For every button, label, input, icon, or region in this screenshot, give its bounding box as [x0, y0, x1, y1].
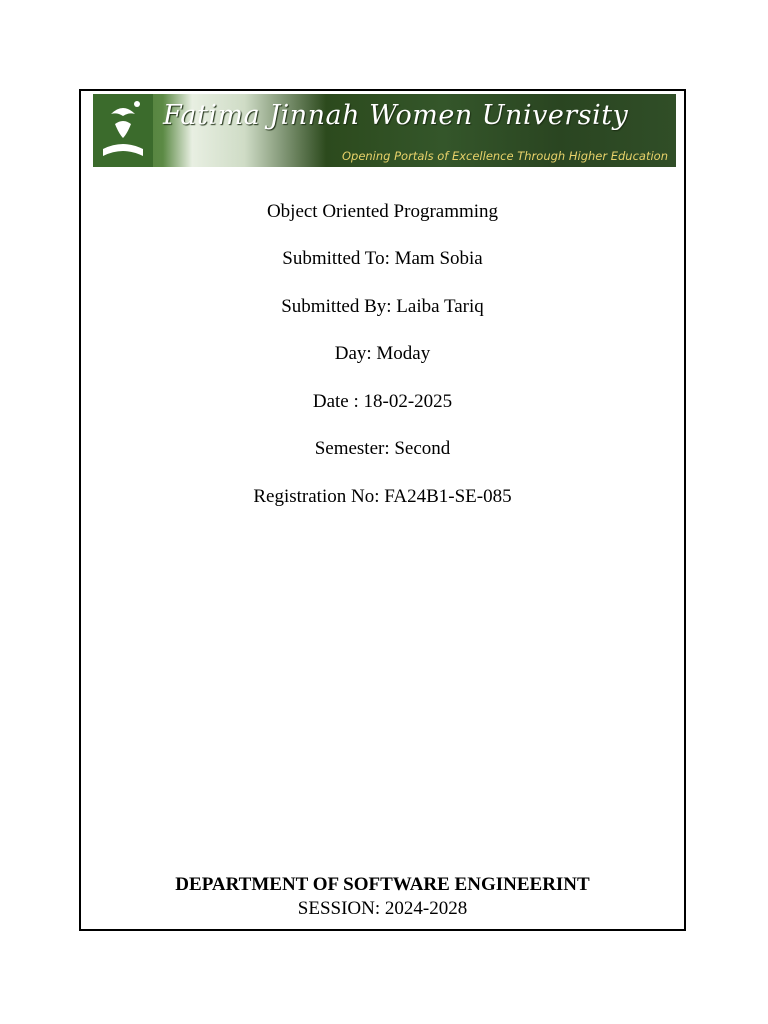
submitted-by: Submitted By: Laiba Tariq — [281, 296, 484, 317]
day-line: Day: Moday — [334, 343, 431, 364]
submitted-to: Submitted To: Mam Sobia — [282, 248, 483, 269]
department-heading: DEPARTMENT OF SOFTWARE ENGINEERINT — [175, 874, 590, 895]
registration-line: Registration No: FA24B1-SE-085 — [253, 486, 512, 507]
course-title: Object Oriented Programming — [266, 201, 499, 222]
session-line: SESSION: 2024-2028 — [297, 898, 468, 919]
cover-page-frame — [79, 89, 686, 931]
date-line: Date : 18-02-2025 — [312, 391, 453, 412]
semester-line: Semester: Second — [314, 438, 451, 459]
university-banner — [93, 94, 676, 167]
university-logo — [93, 94, 153, 167]
university-name: Fatima Jinnah Women University — [163, 100, 629, 131]
university-tagline: Opening Portals of Excellence Through Higher Education — [341, 149, 668, 163]
